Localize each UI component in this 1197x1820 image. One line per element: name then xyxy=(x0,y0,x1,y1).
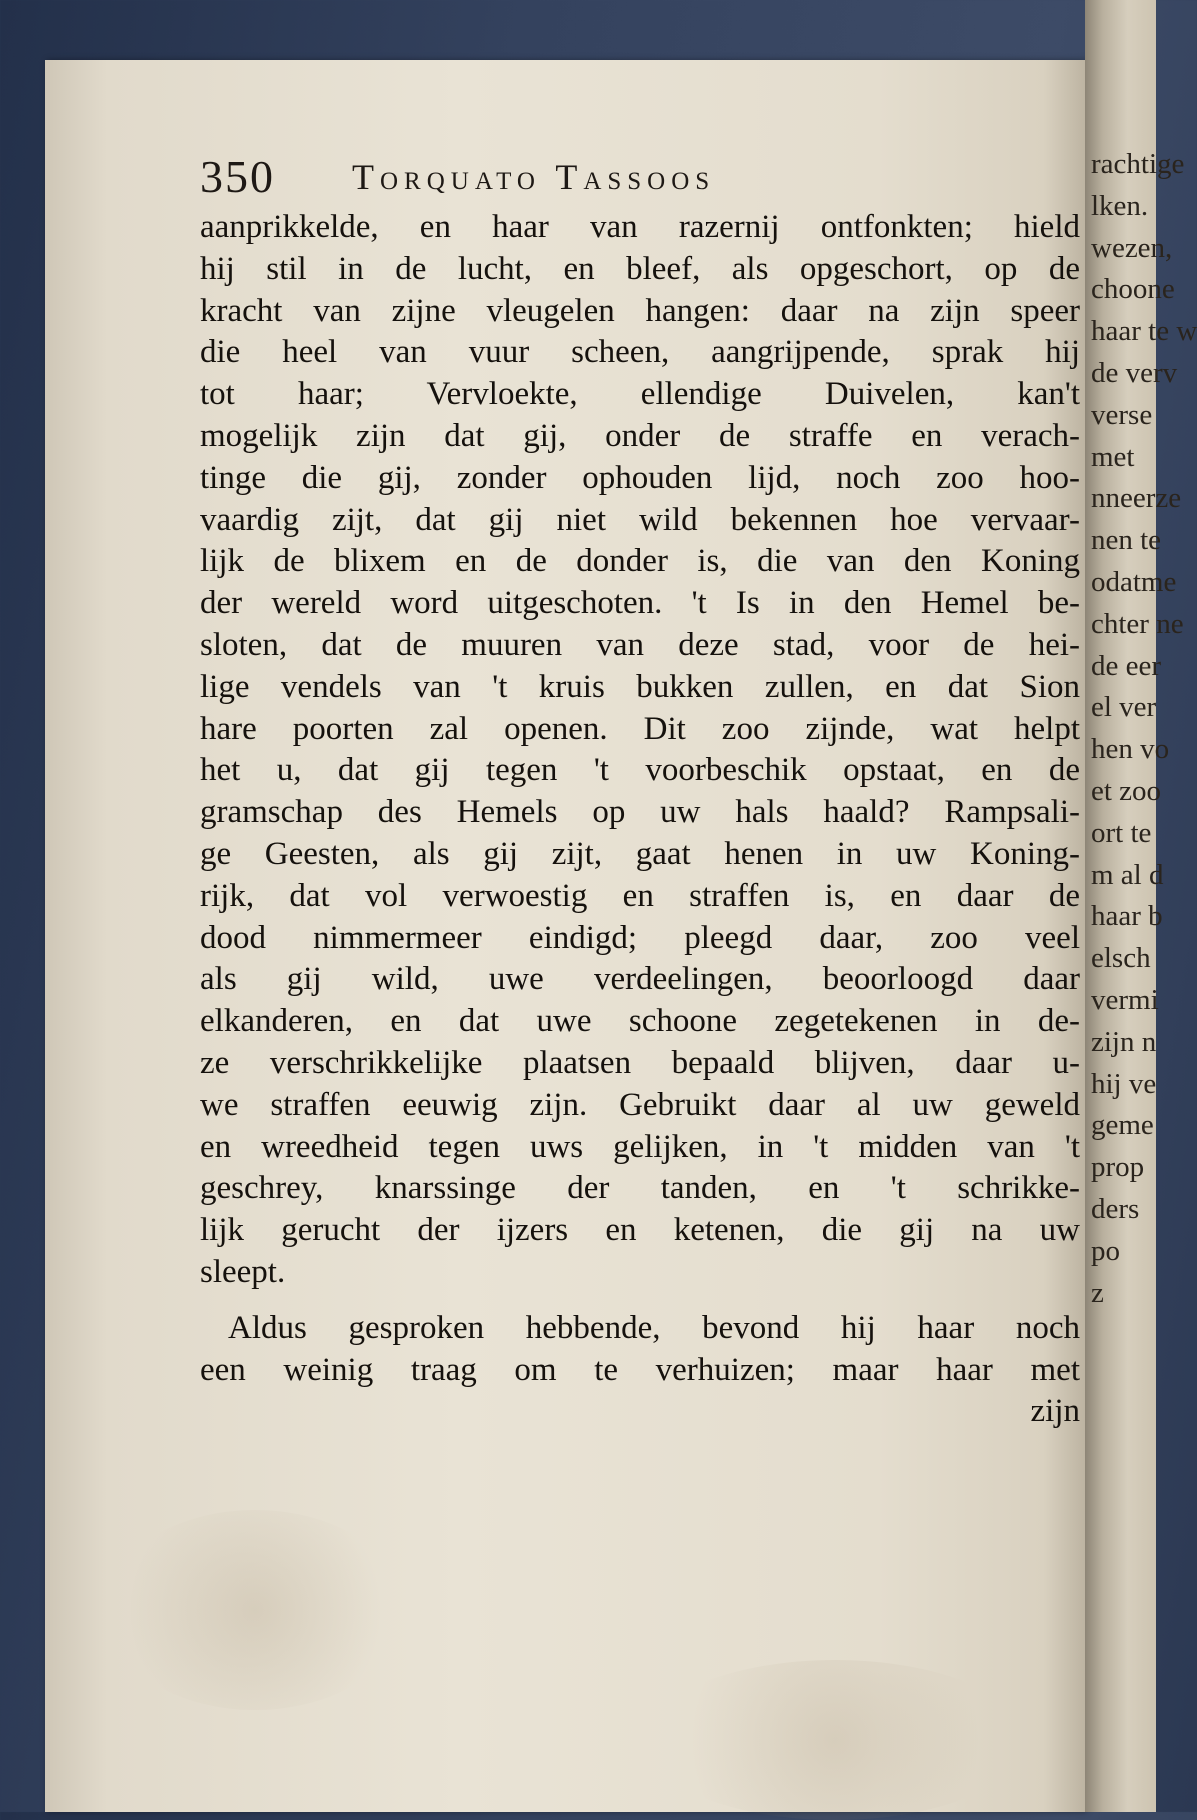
text-line: een weinig traag om te verhuizen; maar haar met xyxy=(200,1351,1080,1388)
page-number: 350 xyxy=(200,151,275,202)
text-line: aanprikkelde, en haar van razernij ontfonkten; hield xyxy=(200,209,1080,245)
text-line: we straffen eeuwig zijn. Gebruikt daar al uw geweld xyxy=(200,1086,1080,1123)
facing-page-text-fragment: el ver xyxy=(1091,691,1157,724)
text-line: het u, dat gij tegen 't voorbeschik opstaat, en de xyxy=(200,752,1080,789)
facing-page-text-fragment: vermi xyxy=(1091,984,1159,1016)
text-line: tinge die gij, zonder ophouden lijd, noch zoo hoo- xyxy=(200,459,1080,496)
catchword: zijn xyxy=(1030,1393,1080,1430)
facing-page-text-fragment: elsch xyxy=(1091,942,1151,975)
facing-page-text-fragment: de verv xyxy=(1091,357,1178,389)
facing-page-text-fragment: prop xyxy=(1091,1151,1145,1184)
text-line: mogelijk zijn dat gij, onder de straffe en verach- xyxy=(200,417,1080,454)
paragraph-1 xyxy=(200,207,1080,1294)
text-line: elkanderen, en dat uwe schoone zegetekenen in de- xyxy=(200,1003,1080,1040)
facing-page-text-fragment: de eer xyxy=(1091,649,1162,682)
text-line: lijk gerucht der ijzers en ketenen, die gij na uw xyxy=(200,1212,1080,1249)
facing-page-text-fragment: et zoo xyxy=(1091,775,1162,807)
facing-page-text-fragment: ort te xyxy=(1091,816,1152,849)
facing-page-text-fragment: met xyxy=(1091,440,1135,473)
text-line: ze verschrikkelijke plaatsen bepaald blijven, daar u- xyxy=(200,1044,1080,1081)
facing-page-text-fragment: geme xyxy=(1091,1109,1154,1142)
facing-page-text-fragment: lken. xyxy=(1091,189,1149,222)
text-line: dood nimmermeer eindigd; pleegd daar, zoo veel xyxy=(200,919,1080,956)
facing-page-text-fragment: chter ne xyxy=(1091,607,1184,640)
facing-page-text-fragment: odatme xyxy=(1091,566,1177,598)
text-line: der wereld word uitgeschoten. 't Is in den Hemel be- xyxy=(200,585,1080,622)
text-line: gramschap des Hemels op uw hals haald? Rampsali- xyxy=(200,794,1080,831)
page-header xyxy=(200,150,1080,210)
text-line: tot haar; Vervloekte, ellendige Duivelen, kan't xyxy=(200,376,1080,413)
text-line: ge Geesten, als gij zijt, gaat henen in uw Koning- xyxy=(200,835,1080,872)
text-line: sloten, dat de muuren van deze stad, voor de hei- xyxy=(200,626,1080,663)
facing-page-text-fragment: z xyxy=(1091,1276,1104,1309)
text-line: kracht van zijne vleugelen hangen: daar na zijn speer xyxy=(200,292,1080,329)
text-line: lijk de blixem en de donder is, die van den Koning xyxy=(200,543,1080,580)
facing-page-text-fragment: choone xyxy=(1091,273,1175,306)
facing-page-text-fragment: po xyxy=(1091,1234,1120,1267)
text-line: als gij wild, uwe verdeelingen, beoorloogd daar xyxy=(200,961,1080,998)
facing-page-text-fragment: verse xyxy=(1091,398,1153,431)
text-line: die heel van vuur scheen, aangrijpende, sprak hij xyxy=(200,334,1080,371)
paragraph-gap xyxy=(200,1294,1080,1308)
facing-page-text-fragment: m al d xyxy=(1091,858,1164,891)
running-title: Torquato Tassoos xyxy=(352,157,716,197)
facing-page-text-fragment: nen te xyxy=(1091,524,1162,557)
facing-page-text-fragment: nneerze xyxy=(1091,482,1182,515)
text-line: sleept. xyxy=(200,1253,286,1290)
text-line: lige vendels van 't kruis bukken zullen, en dat Sion xyxy=(200,668,1080,705)
body-text xyxy=(200,207,1080,1433)
facing-page-text-fragment: hij ve xyxy=(1091,1067,1157,1100)
paragraph-2 xyxy=(200,1308,1080,1392)
text-line: geschrey, knarssinge der tanden, en 't schrikke- xyxy=(200,1170,1080,1207)
facing-page-edge xyxy=(1085,0,1197,1812)
text-line: en wreedheid tegen uws gelijken, in 't midden van 't xyxy=(200,1128,1080,1165)
paper-stain xyxy=(105,1510,405,1710)
facing-page-text-fragment: wezen, xyxy=(1091,231,1173,264)
text-line: rijk, dat vol verwoestig en straffen is, en daar de xyxy=(200,877,1080,914)
facing-page-text-fragment: hen vo xyxy=(1091,733,1170,766)
paper-stain xyxy=(645,1660,1025,1820)
facing-page-text-fragment: zijn n xyxy=(1091,1025,1157,1058)
facing-page-text-fragment: rachtige xyxy=(1091,148,1185,180)
facing-page-text-fragment: ders xyxy=(1091,1193,1140,1225)
text-line: hij stil in de lucht, en bleef, als opgeschort, op de xyxy=(200,250,1080,287)
facing-page-text-fragment: haar te w xyxy=(1091,315,1197,348)
text-line: Aldus gesproken hebbende, bevond hij haar noch xyxy=(228,1309,1080,1346)
facing-page-text-fragment: haar b xyxy=(1091,900,1163,933)
text-line: hare poorten zal openen. Dit zoo zijnde, wat helpt xyxy=(200,710,1080,747)
text-line: vaardig zijt, dat gij niet wild bekennen hoe vervaar- xyxy=(200,501,1080,538)
